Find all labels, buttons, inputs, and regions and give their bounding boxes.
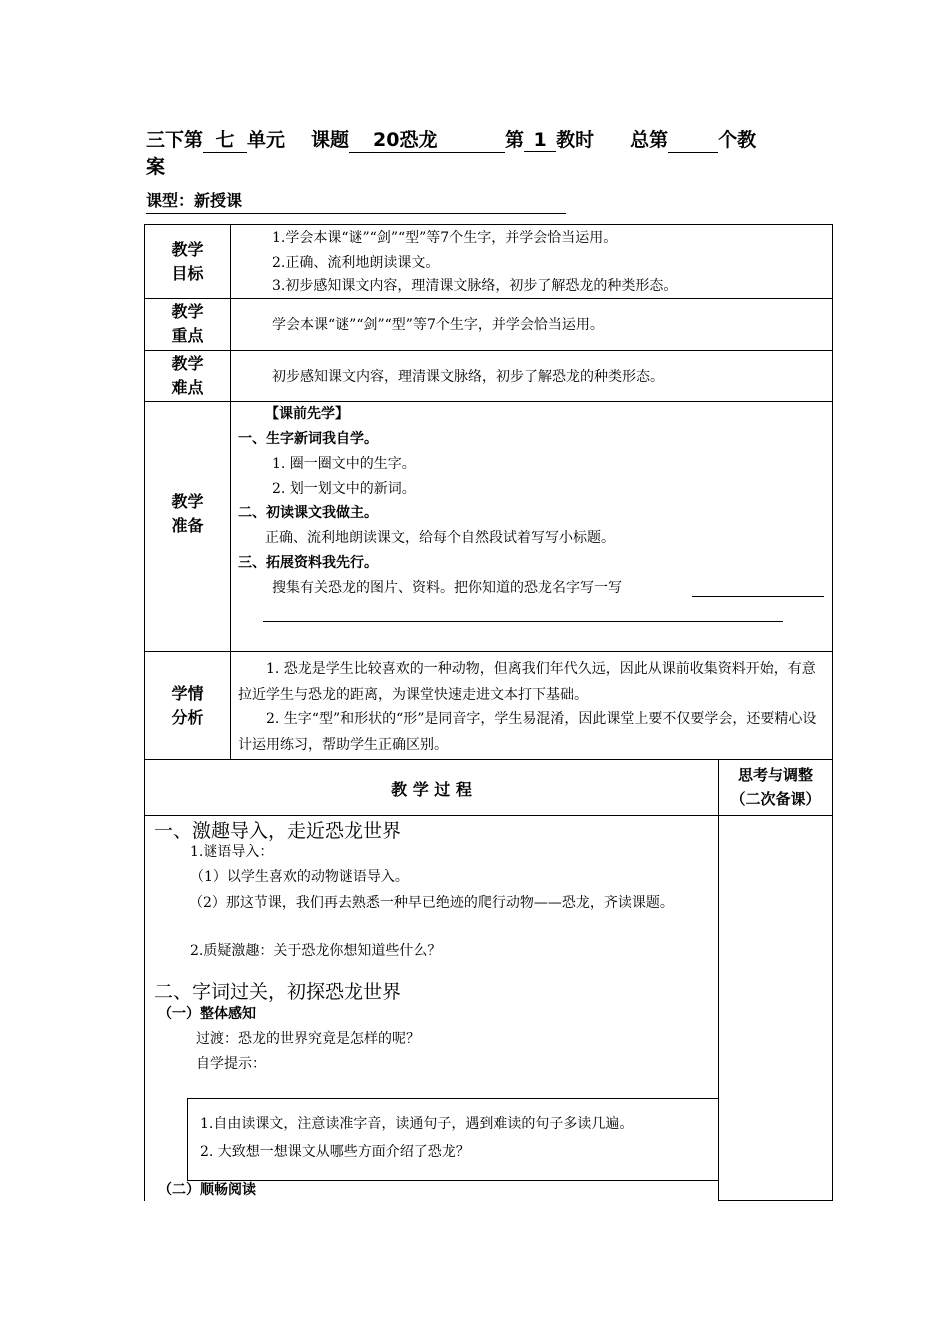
header-unit-text: 单元	[247, 129, 286, 151]
header-lesson-prefix: 第	[505, 129, 525, 151]
key-label-line2: 重点	[171, 326, 204, 345]
difficulty-text: 初步感知课文内容，理清课文脉络，初步了解恐龙的种类形态。	[272, 369, 664, 385]
process-header: 教 学 过 程	[391, 780, 472, 799]
header-grade-text: 三下第	[146, 129, 204, 151]
row-border-5	[144, 759, 833, 760]
row-border-1	[144, 298, 833, 299]
difficulty-label-line2: 难点	[171, 378, 204, 397]
prep-title: 【课前先学】	[265, 406, 349, 422]
header-lesson-suffix: 教时	[556, 129, 595, 151]
goals-label	[145, 238, 230, 286]
prep-section-3: 三、拓展资料我先行。	[238, 555, 378, 571]
write-blank-line	[692, 596, 824, 597]
lesson-number: 1	[524, 129, 556, 152]
analysis-label-line2: 分析	[171, 708, 204, 727]
goals-label-line1: 教学	[171, 240, 204, 259]
header-wrap-text: 案	[146, 156, 166, 178]
course-type: 课型：新授课	[146, 188, 566, 214]
row-border-2	[144, 350, 833, 351]
table-right-border	[832, 224, 833, 1201]
section-heading: 二、字词过关，初探恐龙世界	[154, 981, 402, 1003]
unit-number: 七	[203, 125, 247, 153]
header-topic-label: 课题	[311, 129, 350, 151]
key-label-line1: 教学	[171, 302, 204, 321]
side-header-subtitle: （二次备课）	[730, 790, 821, 808]
prep-label-line1: 教学	[171, 492, 204, 511]
difficulty-label-line1: 教学	[171, 354, 204, 373]
header-total-suffix: 个教	[718, 129, 757, 151]
goal-item: 3.初步感知课文内容，理清课文脉络，初步了解恐龙的种类形态。	[272, 278, 678, 294]
prep-item: 搜集有关恐龙的图片、资料。把你知道的恐龙名字写一写	[272, 580, 622, 596]
prep-section-1: 一、生字新词我自学。	[238, 431, 378, 447]
analysis-paragraph: 1. 恐龙是学生比较喜欢的一种动物，但离我们年代久远，因此从课前收集资料开始，有意拉近学生与恐龙的距离，为课堂快速走进文本打下基础。	[238, 661, 816, 703]
difficulty-label	[145, 352, 230, 400]
key-point-text: 学会本课“谜”“剑”“型”等7个生字，并学会恰当运用。	[272, 317, 604, 333]
process-paragraph: （2）那这节课，我们再去熟悉一种早已绝迹的爬行动物——恐龙，齐读课题。	[189, 895, 674, 911]
subsection-heading: （一）整体感知	[158, 1006, 256, 1022]
process-bottom-segment	[718, 1200, 833, 1201]
analysis-label	[145, 682, 230, 730]
row-border-3	[144, 401, 833, 402]
prep-label	[145, 490, 230, 538]
goal-item: 1.学会本课“谜”“剑”“型”等7个生字，并学会恰当运用。	[272, 230, 618, 246]
prep-item: 1. 圈一圈文中的生字。	[272, 456, 416, 472]
analysis-label-line1: 学情	[171, 684, 204, 703]
tip-item: 1.自由读课文，注意读准字音，读通句子，遇到难读的句子多读几遍。	[200, 1116, 634, 1132]
side-header-title: 思考与调整	[737, 766, 813, 784]
row-border-4	[144, 651, 833, 652]
key-label	[145, 300, 230, 348]
section-heading: 一、激趣导入，走近恐龙世界	[154, 820, 402, 842]
prep-item: 2. 划一划文中的新词。	[272, 481, 416, 497]
process-line: 自学提示：	[196, 1056, 266, 1072]
process-line: 1.谜语导入：	[190, 844, 274, 860]
side-header	[719, 763, 832, 811]
analysis-paragraph: 2. 生字“型”和形状的“形”是同音字，学生易混淆，因此课堂上要不仅要学会，还要精心设计运用练习，帮助学生正确区别。	[238, 711, 817, 753]
table-top-border	[144, 224, 833, 225]
subsection-heading: （二）顺畅阅读	[158, 1182, 256, 1198]
write-blank-line	[263, 621, 783, 622]
header-total-prefix: 总第	[630, 129, 669, 151]
goal-item: 2.正确、流利地朗读课文。	[272, 255, 440, 271]
lesson-header	[146, 125, 756, 153]
prep-label-line2: 准备	[171, 516, 204, 535]
total-number	[668, 133, 718, 153]
self-study-tips-box	[187, 1098, 719, 1181]
goals-label-line2: 目标	[171, 264, 204, 283]
tip-item: 2. 大致想一想课文从哪些方面介绍了恐龙？	[200, 1144, 470, 1160]
process-line: （1）以学生喜欢的动物谜语导入。	[190, 869, 409, 885]
prep-section-2: 二、初读课文我做主。	[238, 505, 378, 521]
label-column-border	[230, 224, 231, 759]
process-line: 2.质疑激趣：关于恐龙你想知道些什么？	[190, 943, 442, 959]
lesson-title: 20恐龙	[349, 125, 505, 153]
prep-item: 正确、流利地朗读课文，给每个自然段试着写写小标题。	[265, 530, 615, 546]
process-line: 过渡：恐龙的世界究竟是怎样的呢？	[196, 1031, 420, 1047]
